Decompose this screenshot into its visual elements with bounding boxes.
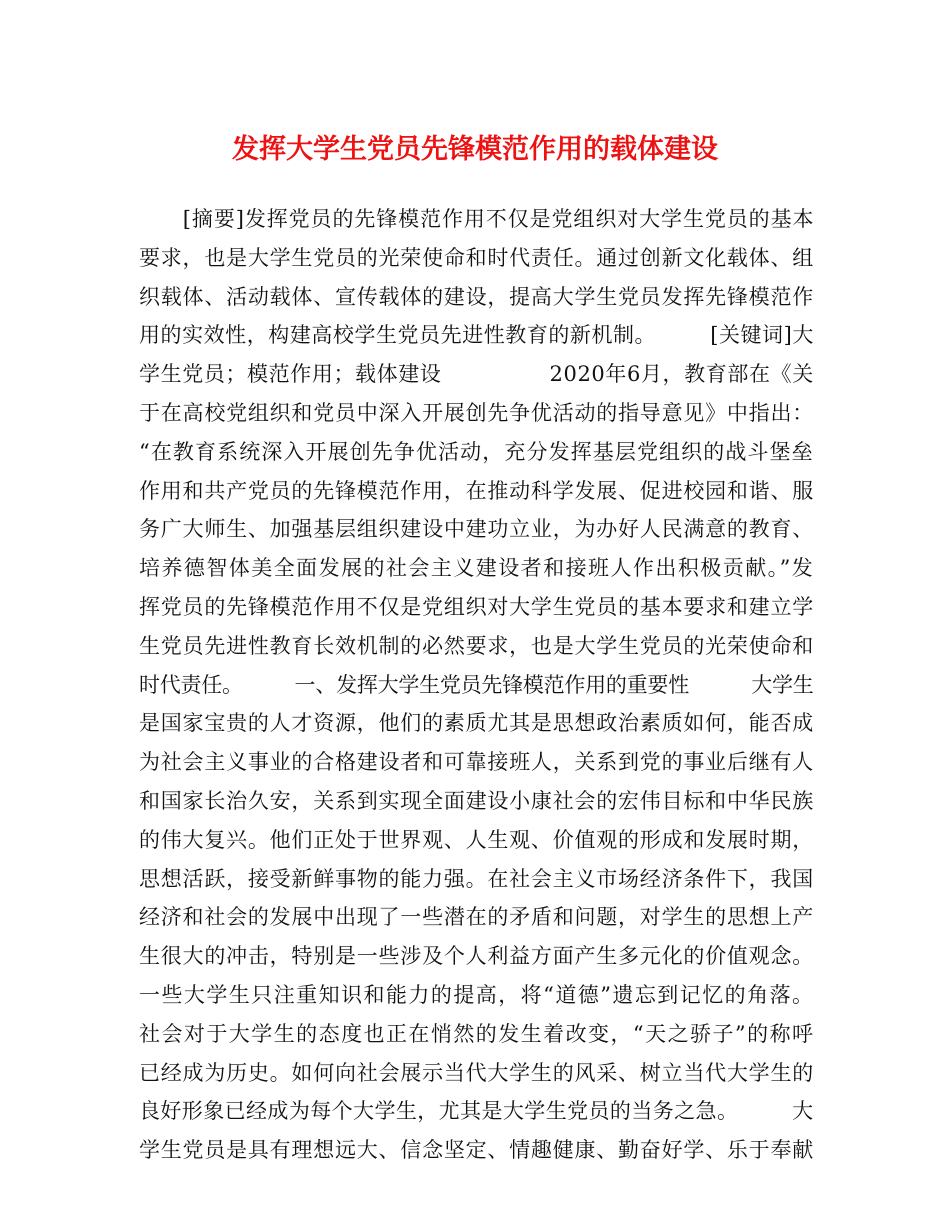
body-line: 培养德智体美全面发展的社会主义建设者和接班人作出积极贡献。”发 [139,556,815,581]
body-line: 为社会主义事业的合格建设者和可靠接班人，关系到党的事业后继有人 [139,750,814,775]
body-line: “在教育系统深入开展创先争优活动，充分发挥基层党组织的战斗堡垒 [139,439,814,464]
body-line: 要求，也是大学生党员的光荣使命和时代责任。通过创新文化载体、组 [139,245,814,270]
body-line: 用的实效性，构建高校学生党员先进性教育的新机制。 [关键词]大 [139,323,814,348]
body-line: 务广大师生、加强基层组织建设中建功立业，为办好人民满意的教育、 [139,517,814,542]
body-line: 和国家长治久安，关系到实现全面建设小康社会的宏伟目标和中华民族 [139,788,814,813]
body-line: 生很大的冲击，特别是一些涉及个人利益方面产生多元化的价值观念。 [139,944,814,969]
body-line: 生党员先进性教育长效机制的必然要求，也是大学生党员的光荣使命和 [139,633,814,658]
body-line: 学生党员是具有理想远大、信念坚定、情趣健康、勤奋好学、乐于奉献 [139,1138,814,1163]
body-line: 是国家宝贵的人才资源，他们的素质尤其是思想政治素质如何，能否成 [139,711,814,736]
body-line: 织载体、活动载体、宣传载体的建设，提高大学生党员发挥先锋模范作 [139,284,814,309]
body-line: 一些大学生只注重知识和能力的提高，将“道德”遗忘到记忆的角落。 [139,982,815,1007]
body-line: 思想活跃，接受新鲜事物的能力强。在社会主义市场经济条件下，我国 [139,866,814,891]
body-line: 作用和共产党员的先锋模范作用，在推动科学发展、促进校园和谐、服 [139,478,814,503]
body-line: 社会对于大学生的态度也正在悄然的发生着改变，“天之骄子”的称呼 [139,1021,815,1046]
body-line: 的伟大复兴。他们正处于世界观、人生观、价值观的形成和发展时期， [139,827,814,852]
document-body [139,200,814,1170]
body-line: 已经成为历史。如何向社会展示当代大学生的风采、树立当代大学生的 [139,1060,814,1085]
body-line: 挥党员的先锋模范作用不仅是党组织对大学生党员的基本要求和建立学 [139,594,814,619]
body-line: 经济和社会的发展中出现了一些潜在的矛盾和问题，对学生的思想上产 [139,905,814,930]
body-line: 良好形象已经成为每个大学生，尤其是大学生党员的当务之急。 大 [139,1099,814,1124]
body-line: 于在高校党组织和党员中深入开展创先争优活动的指导意见》中指出： [139,400,814,425]
body-line: 时代责任。 一、发挥大学生党员先锋模范作用的重要性 大学生 [139,672,814,697]
body-line: [摘要]发挥党员的先锋模范作用不仅是党组织对大学生党员的基本 [139,207,815,231]
document-title: 发挥大学生党员先锋模范作用的载体建设 [232,134,718,165]
body-line: 学生党员；模范作用；载体建设 2020年6月，教育部在《关 [139,362,814,387]
